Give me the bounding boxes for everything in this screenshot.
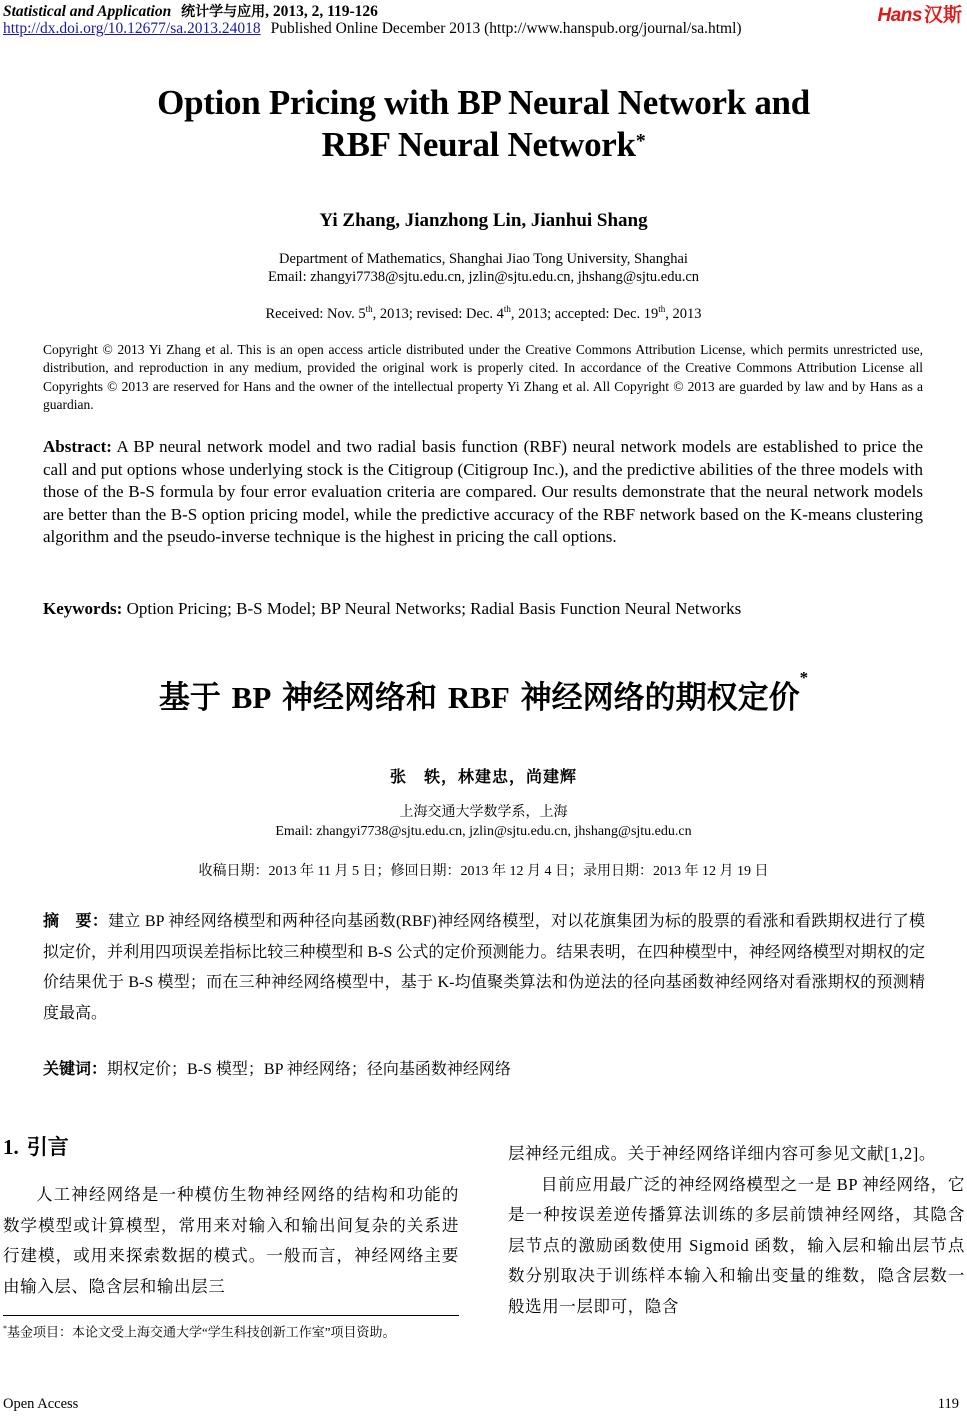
keywords-en [43, 599, 943, 619]
page-number: 119 [937, 1396, 959, 1412]
header-line-2 [3, 20, 742, 38]
revised-date: , 2013; revised: Dec. 4 [372, 305, 504, 322]
footnote [3, 1320, 459, 1341]
published-online: Published Online December 2013 (http://www.hanspub.org/journal/sa.html) [270, 20, 742, 37]
footnote-divider [3, 1315, 459, 1316]
abstract-cn-text: 建立 BP 神经网络模型和两种径向基函数(RBF)神经网络模型，对以花旗集团为标的股票的看涨和看跌期权进行了模拟定价，并利用四项误差指标比较三种模型和 B-S 公式的定价预测能力。结果表明，在四种模型中，神经网络模型对期权的定价结果优于 B-S 模型；而在三种神经网络模型中，基于 K-均值聚类算法和伪逆法的径向基函数神经网络对看涨期权的预测精度最高。 [43, 913, 925, 1022]
title-cn-footnote-mark: * [799, 668, 809, 687]
authors-en: Yi Zhang, Jianzhong Lin, Jianhui Shang [319, 210, 648, 231]
body-paragraph: 目前应用最广泛的神经网络模型之一是 BP 神经网络，它是一种按误差逆传播算法训练的多层前馈神经网络，其隐含层节点的激励函数使用 Sigmoid 函数，输入层和输出层节点数分别取决于训练样本输入和输出变量的维数，隐含层数一般选用一层即可，隐含 [508, 1174, 965, 1316]
dates-tail: , 2013 [665, 305, 702, 322]
journal-name-cn: 统计学与应用 [181, 4, 266, 20]
body-column-right [508, 1139, 965, 1322]
abstract-cn-label: 摘 要： [43, 911, 109, 930]
email-cn: Email: zhangyi7738@sjtu.edu.cn, jzlin@sjtu.edu.cn, jhshang@sjtu.edu.cn [275, 824, 692, 839]
body-paragraph: 人工神经网络是一种模仿生物神经网络的结构和功能的数学模型或计算模型，常用来对输入和输出间复杂的关系进行建模，或用来探索数据的模式。一般而言，神经网络主要由输入层、隐含层和输出层三 [3, 1185, 459, 1296]
keywords-en-text: Option Pricing; B-S Model; BP Neural Networks; Radial Basis Function Neural Networks [122, 599, 742, 618]
keywords-cn-text: 期权定价；B-S 模型；BP 神经网络；径向基函数神经网络 [107, 1061, 511, 1078]
title-cn-part: 基于 [158, 680, 232, 716]
logo-text-cn: 汉斯 [923, 4, 962, 26]
hans-logo [878, 0, 962, 27]
received-date: Received: Nov. 5 [265, 305, 366, 322]
journal-citation: , 2013, 2, 119-126 [265, 3, 378, 20]
affiliation-en [0, 250, 967, 286]
journal-header [3, 1, 378, 21]
email-en: Email: zhangyi7738@sjtu.edu.cn, jzlin@sjtu.edu.cn, jhshang@sjtu.edu.cn [267, 269, 700, 285]
ordinal-sup: th [658, 304, 666, 314]
footer-open-access: Open Access [3, 1396, 79, 1412]
title-en-line1: Option Pricing with BP Neural Network and [157, 83, 810, 122]
dates-en [0, 304, 967, 323]
title-cn-part: 神经网络的期权定价 [509, 680, 800, 716]
footnote-text: 基金项目：本论文受上海交通大学“学生科技创新工作室”项目资助。 [7, 1324, 396, 1340]
title-cn-part: RBF [447, 680, 510, 715]
ordinal-sup: th [365, 304, 373, 314]
abstract-en-text: A BP neural network model and two radial basis function (RBF) neural network models are established to price the call and put options whose underlying stock is the Citigroup (Citigroup Inc.), and the predictive abilities of the three models with those of the B-S formula by four error evaluation criteria are compared. Our results demonstrate that the neural network models are better than the B-S option pricing model, while the predictive accuracy of the RBF network based on the K-means clustering algorithm and the pseudo-inverse technique is the highest in pricing the call options. [43, 437, 923, 547]
title-en [0, 82, 967, 166]
footnote-mark: * [3, 1324, 7, 1333]
authors-cn: 张 轶，林建忠，尚建辉 [389, 767, 577, 786]
ordinal-sup: th [503, 304, 511, 314]
body-column-left [3, 1180, 459, 1302]
abstract-en-label: Abstract: [43, 437, 112, 456]
doi-link[interactable]: http://dx.doi.org/10.12677/sa.2013.24018 [3, 20, 261, 37]
keywords-cn [43, 1056, 511, 1079]
affiliation-cn [0, 803, 967, 841]
affiliation-cn-dept: 上海交通大学数学系，上海 [399, 805, 568, 820]
copyright-notice: Copyright © 2013 Yi Zhang et al. This is an open access article distributed under the Creative Commons Attribution License, which permits unrestricted use, distribution, and reproduction in any medium, provided the original work is properly cited. In accordance of the Creative Commons Attribution License all Copyrights © 2013 are reserved for Hans and the owner of the intellectual property Yi Zhang et al. All Copyright © 2013 are guarded by law and by Hans as a guardian. [43, 342, 923, 413]
section-number: 1. [3, 1135, 19, 1159]
title-en-line2: RBF Neural Network [321, 125, 636, 164]
affiliation-en-dept: Department of Mathematics, Shanghai Jiao Tong University, Shanghai [279, 251, 688, 267]
keywords-cn-label: 关键词： [43, 1059, 108, 1078]
title-cn-part: BP [231, 680, 272, 715]
section-title: 引言 [26, 1135, 69, 1159]
keywords-en-label: Keywords: [43, 599, 123, 618]
section-heading [3, 1131, 69, 1161]
title-footnote-mark: * [635, 130, 646, 152]
logo-text-en: Hans [877, 5, 922, 26]
abstract-cn [43, 906, 925, 1029]
accepted-date: , 2013; accepted: Dec. 19 [510, 305, 659, 322]
title-cn-part: 神经网络和 [271, 680, 448, 716]
journal-name-en: Statistical and Application [3, 3, 172, 20]
title-cn [0, 668, 967, 717]
body-paragraph: 层神经元组成。关于神经网络详细内容可参见文献[1,2]。 [508, 1144, 936, 1163]
abstract-en [43, 436, 923, 549]
dates-cn: 收稿日期：2013 年 11 月 5 日；修回日期：2013 年 12 月 4 日；录用日期：2013 年 12 月 19 日 [198, 864, 769, 879]
